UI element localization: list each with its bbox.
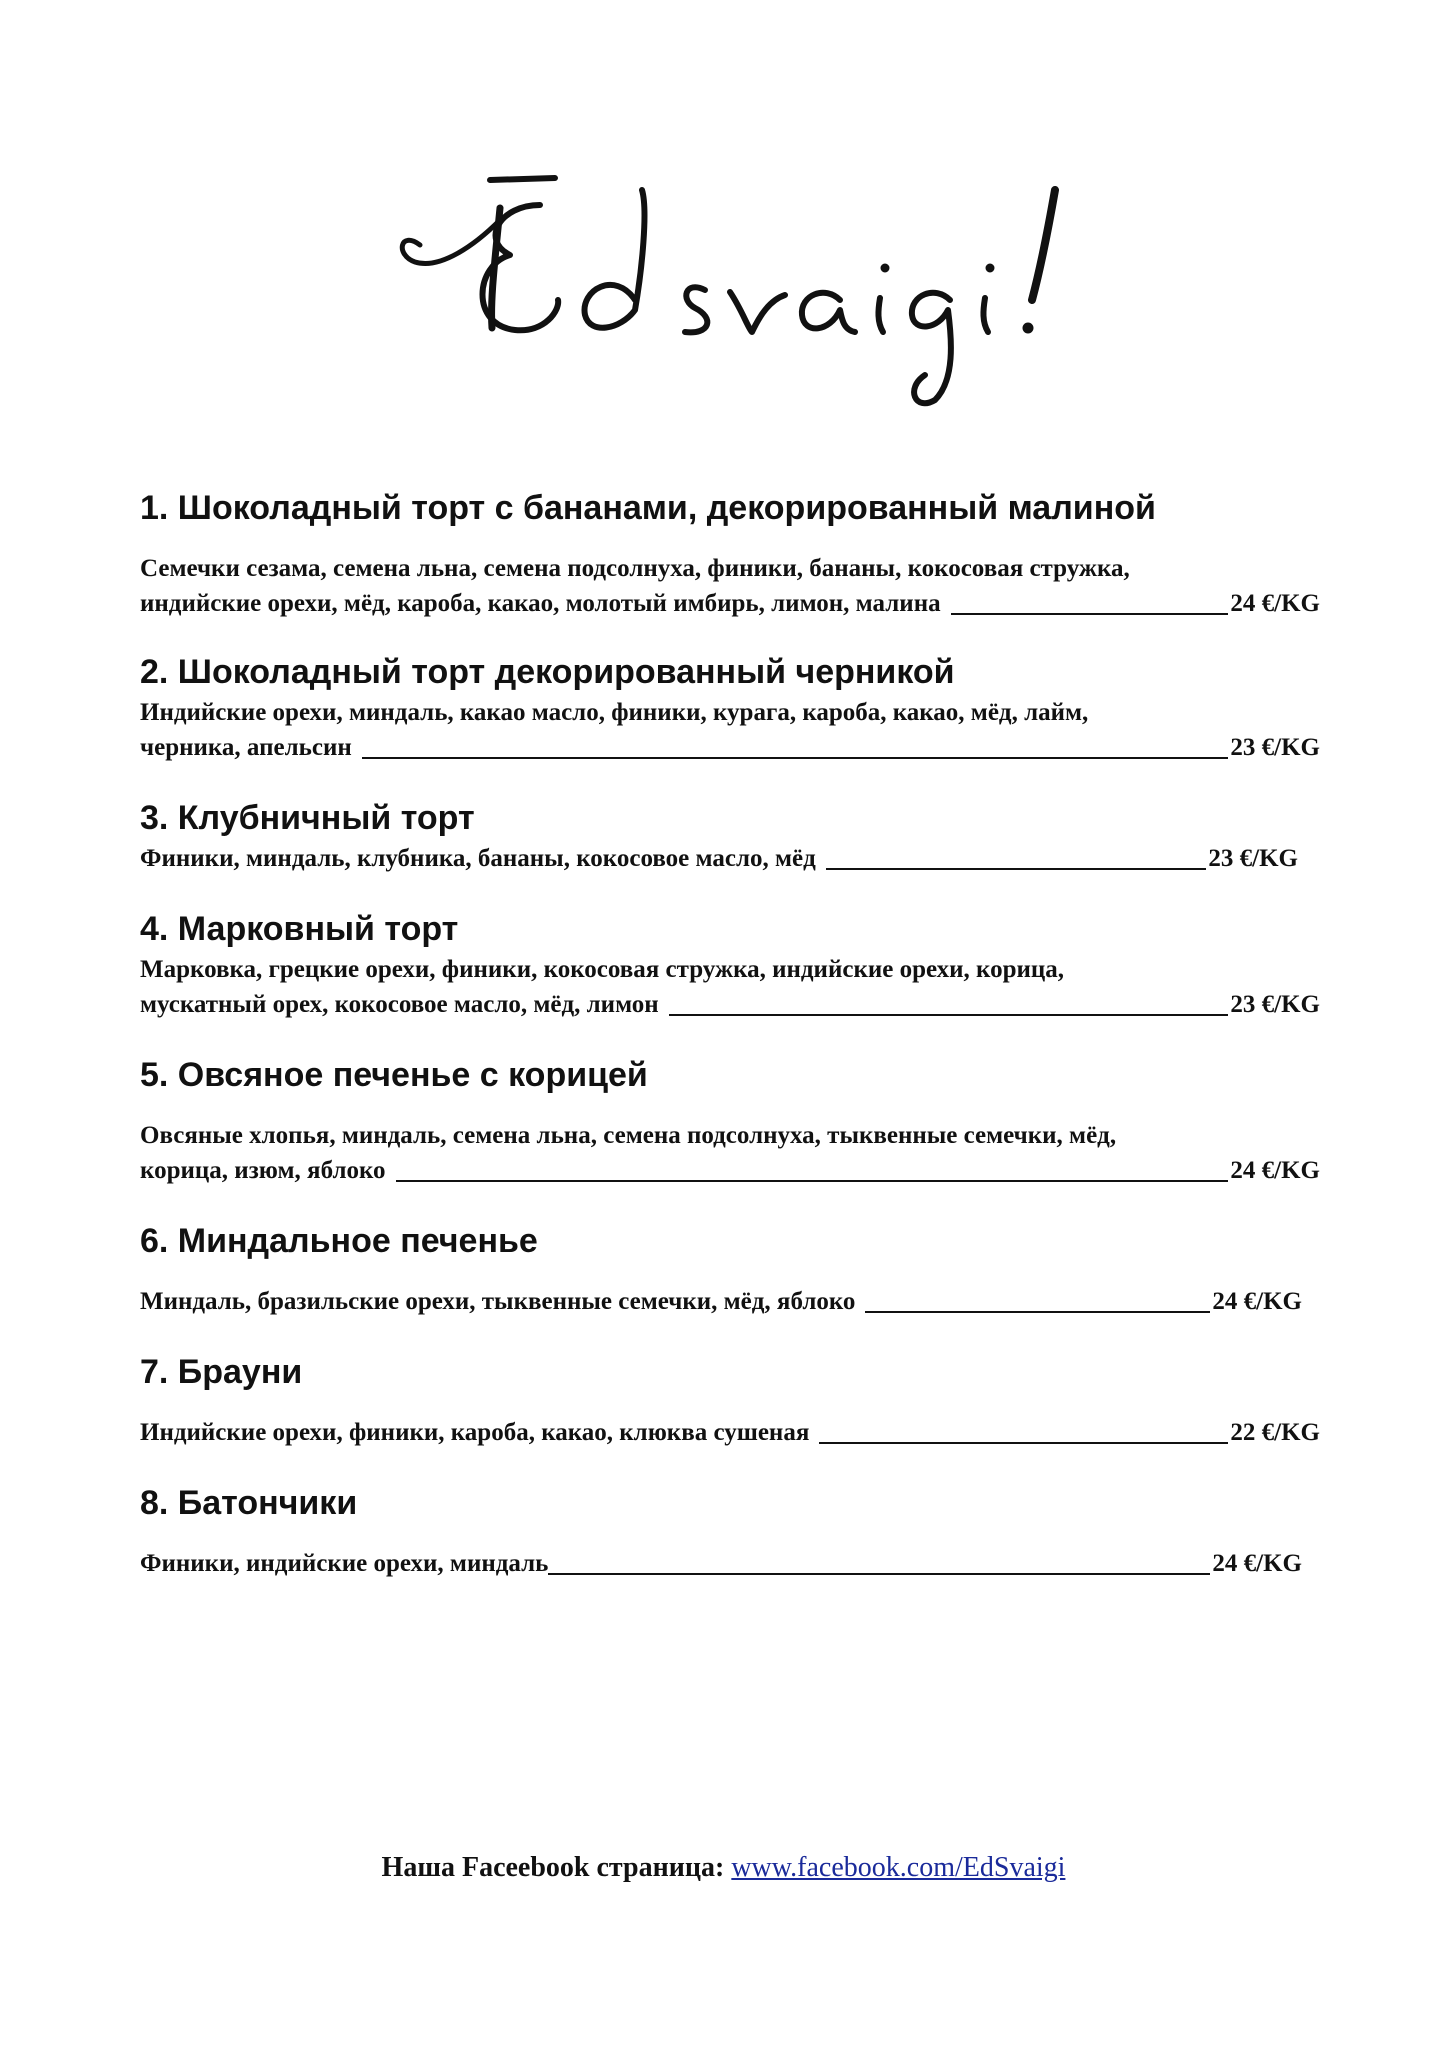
price-leader-line	[826, 844, 1207, 870]
description-text: Семечки сезама, семена льна, семена подсолнуха, финики, бананы, кокосовая стружка,	[140, 555, 1130, 582]
description-line-priced	[140, 987, 1320, 1022]
description-text: мускатный орех, кокосовое масло, мёд, лимон	[140, 991, 659, 1018]
price-leader-line	[865, 1287, 1210, 1313]
description-line	[140, 1118, 1320, 1153]
menu-item-description	[140, 1284, 1302, 1319]
menu-item-description	[140, 1118, 1320, 1188]
price: 24 €/KG	[1212, 1288, 1302, 1315]
price: 24 €/KG	[1230, 1157, 1320, 1184]
menu-item	[140, 1480, 1302, 1581]
brand-logo-script	[380, 150, 1100, 410]
description-line	[140, 551, 1320, 586]
price: 22 €/KG	[1230, 1419, 1320, 1446]
description-line-priced	[140, 586, 1320, 621]
menu-item	[140, 1349, 1320, 1450]
price-leader-line	[951, 589, 1229, 615]
brand-logo	[380, 150, 1100, 410]
footer	[0, 1850, 1447, 1886]
description-text: Финики, миндаль, клубника, бананы, кокосовое масло, мёд	[140, 845, 816, 872]
price: 23 €/KG	[1230, 991, 1320, 1018]
description-line-priced	[140, 1153, 1320, 1188]
description-text: Финики, индийские орехи, миндаль	[140, 1550, 549, 1577]
price: 23 €/KG	[1230, 734, 1320, 761]
price-leader-line	[362, 733, 1229, 759]
menu-item-description	[140, 551, 1320, 621]
description-line-priced	[140, 1415, 1320, 1450]
description-text: Марковка, грецкие орехи, финики, кокосовая стружка, индийские орехи, корица,	[140, 956, 1065, 983]
price-leader-line	[548, 1549, 1210, 1575]
menu-item	[140, 906, 1320, 1022]
menu-item-description	[140, 952, 1320, 1022]
menu-item	[140, 1052, 1320, 1188]
menu-item-title: 4. Марковный торт	[140, 910, 459, 948]
description-text: черника, апельсин	[140, 734, 352, 761]
price: 23 €/KG	[1208, 845, 1298, 872]
description-line	[140, 695, 1320, 730]
menu-item-title: 5. Овсяное печенье с корицей	[140, 1056, 648, 1094]
menu-item	[140, 649, 1320, 765]
menu-item-description	[140, 841, 1298, 876]
description-text: Миндаль, бразильские орехи, тыквенные семечки, мёд, яблоко	[140, 1288, 856, 1315]
menu-item-description	[140, 1546, 1302, 1581]
footer-label: Наша Faceebook страница:	[381, 1852, 725, 1883]
price-leader-line	[669, 990, 1229, 1016]
description-text: Индийские орехи, финики, кароба, какао, клюква сушеная	[140, 1419, 810, 1446]
menu-item	[140, 485, 1320, 621]
description-line-priced	[140, 1546, 1302, 1581]
menu-item-title: 8. Батончики	[140, 1484, 358, 1522]
price-leader-line	[396, 1156, 1229, 1182]
price: 24 €/KG	[1212, 1550, 1302, 1577]
menu-item-title: 2. Шоколадный торт декорированный черникой	[140, 653, 955, 691]
description-text: корица, изюм, яблоко	[140, 1157, 386, 1184]
facebook-link[interactable]: www.facebook.com/EdSvaigi	[731, 1852, 1066, 1883]
price-leader-line	[819, 1418, 1228, 1444]
brand-logo-text	[380, 410, 381, 411]
description-line-priced	[140, 841, 1298, 876]
menu-item-description	[140, 695, 1320, 765]
description-text: Овсяные хлопья, миндаль, семена льна, семена подсолнуха, тыквенные семечки, мёд,	[140, 1122, 1117, 1149]
description-line-priced	[140, 1284, 1302, 1319]
menu-item-title: 3. Клубничный торт	[140, 799, 475, 837]
menu-item-title: 6. Миндальное печенье	[140, 1222, 538, 1260]
menu-item-title: 7. Брауни	[140, 1353, 303, 1391]
description-text: индийские орехи, мёд, кароба, какао, молотый имбирь, лимон, малина	[140, 590, 941, 617]
menu-item	[140, 795, 1298, 876]
description-line	[140, 952, 1320, 987]
price: 24 €/KG	[1230, 590, 1320, 617]
description-line-priced	[140, 730, 1320, 765]
menu-list	[140, 485, 1320, 1581]
menu-item-description	[140, 1415, 1320, 1450]
menu-item-title: 1. Шоколадный торт с бананами, декорированный малиной	[140, 489, 1156, 527]
menu-item	[140, 1218, 1302, 1319]
description-text: Индийские орехи, миндаль, какао масло, финики, курага, кароба, какао, мёд, лайм,	[140, 699, 1089, 726]
